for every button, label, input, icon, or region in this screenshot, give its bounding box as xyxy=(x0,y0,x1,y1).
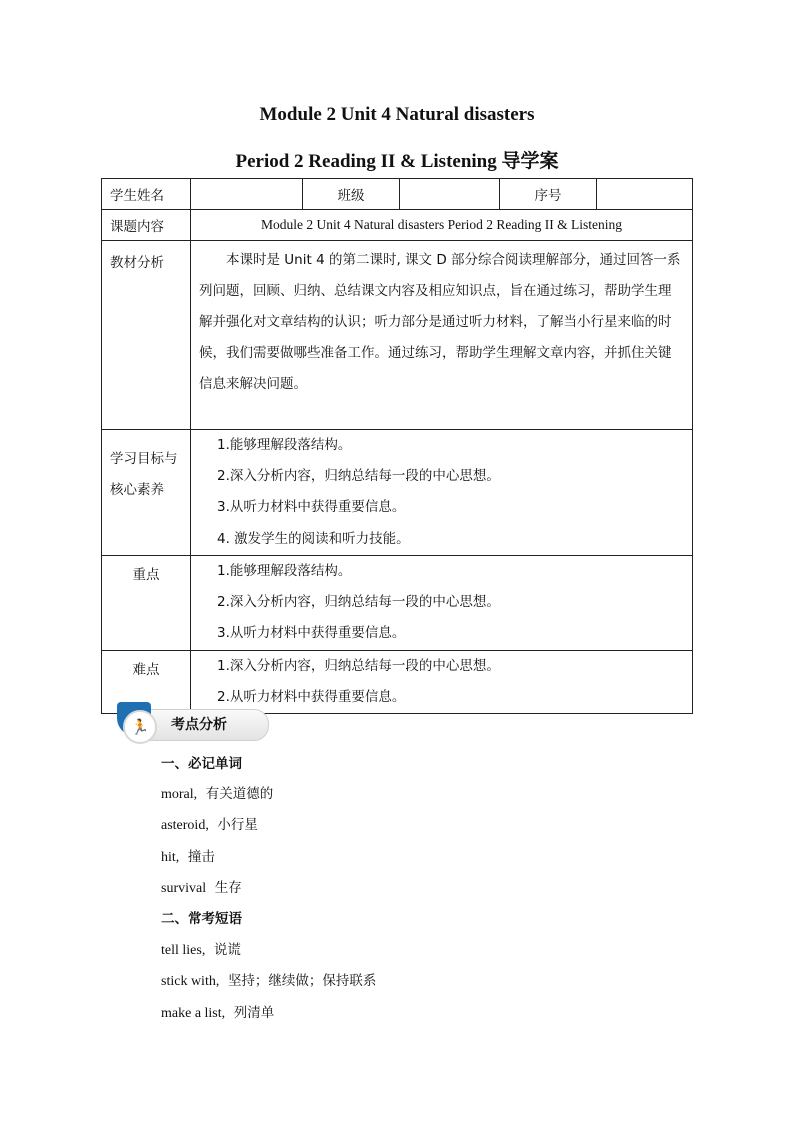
course-label: 课题内容 xyxy=(102,210,191,241)
phrase-zh: 坚持；继续做；保持联系 xyxy=(227,973,377,989)
word-zh: 生存 xyxy=(214,880,242,896)
key-item: 1.能够理解段落结构。 xyxy=(217,562,352,579)
student-name-field[interactable] xyxy=(191,179,303,210)
word-item xyxy=(161,782,273,803)
goal-item: 3.从听力材料中获得重要信息。 xyxy=(217,499,406,516)
course-value: Module 2 Unit 4 Natural disasters Period 2 Reading II & Listening xyxy=(191,210,693,241)
key-list xyxy=(191,555,693,650)
words-heading: 一、必记单词 xyxy=(161,756,242,772)
analysis-label: 教材分析 xyxy=(102,241,191,430)
difficult-item: 1.深入分析内容，归纳总结每一段的中心思想。 xyxy=(217,657,500,674)
word-en: moral, xyxy=(161,787,198,802)
goals-label xyxy=(102,430,191,556)
goal-item: 1.能够理解段落结构。 xyxy=(217,437,352,453)
phrase-item xyxy=(161,1001,274,1022)
word-zh: 小行星 xyxy=(217,817,258,833)
word-zh: 有关道德的 xyxy=(205,786,274,802)
word-zh: 撞击 xyxy=(187,849,215,865)
key-item: 3.从听力材料中获得重要信息。 xyxy=(217,625,406,642)
phrases-heading: 二、常考短语 xyxy=(161,911,242,927)
phrase-item xyxy=(161,938,241,959)
phrase-item xyxy=(161,969,376,990)
seat-field[interactable] xyxy=(597,179,693,210)
goal-item: 4. 激发学生的阅读和听力技能。 xyxy=(217,530,410,547)
seat-label: 序号 xyxy=(500,179,597,210)
difficult-label: 难点 xyxy=(102,650,191,713)
class-field[interactable] xyxy=(400,179,500,210)
phrase-en: make a list, xyxy=(161,1006,226,1021)
class-label: 班级 xyxy=(303,179,400,210)
word-en: survival xyxy=(161,881,207,896)
phrase-en: stick with, xyxy=(161,974,220,989)
word-en: asteroid, xyxy=(161,818,209,833)
word-item xyxy=(161,876,242,897)
word-item xyxy=(161,813,258,834)
student-name-label: 学生姓名 xyxy=(102,179,191,210)
goals-list xyxy=(191,430,693,556)
difficult-item: 2.从听力材料中获得重要信息。 xyxy=(217,689,406,706)
phrase-zh: 列清单 xyxy=(233,1005,275,1021)
info-table xyxy=(101,178,693,714)
goals-label-text: 学习目标与核心素养 xyxy=(110,451,178,498)
analysis-text: 本课时是 Unit 4 的第二课时, 课文 D 部分综合阅读理解部分，通过回答一系列问题，回顾、归纳、总结课文内容及相应知识点，旨在通过练习，帮助学生理解并强化对文章结构的认识；听力部分是通过听力材料，了解当小行星来临的时候，我们需要做哪些准备工作。通过练习，帮助学生理解文章内容，并抓住关键信息来解决问题。 xyxy=(191,241,693,430)
title-line-2: Period 2 Reading II & Listening 导学案 xyxy=(235,151,559,172)
phrase-en: tell lies, xyxy=(161,943,206,958)
section-banner xyxy=(117,702,269,744)
phrase-zh: 说谎 xyxy=(213,942,241,958)
banner-text: 考点分析 xyxy=(171,717,227,733)
key-label: 重点 xyxy=(102,555,191,650)
runner-icon: 🏃 xyxy=(123,710,157,744)
word-en: hit, xyxy=(161,850,180,865)
goal-item: 2.深入分析内容，归纳总结每一段的中心思想。 xyxy=(217,468,500,485)
word-item xyxy=(161,845,215,866)
key-item: 2.深入分析内容，归纳总结每一段的中心思想。 xyxy=(217,594,500,611)
title-line-1: Module 2 Unit 4 Natural disasters xyxy=(259,104,535,125)
